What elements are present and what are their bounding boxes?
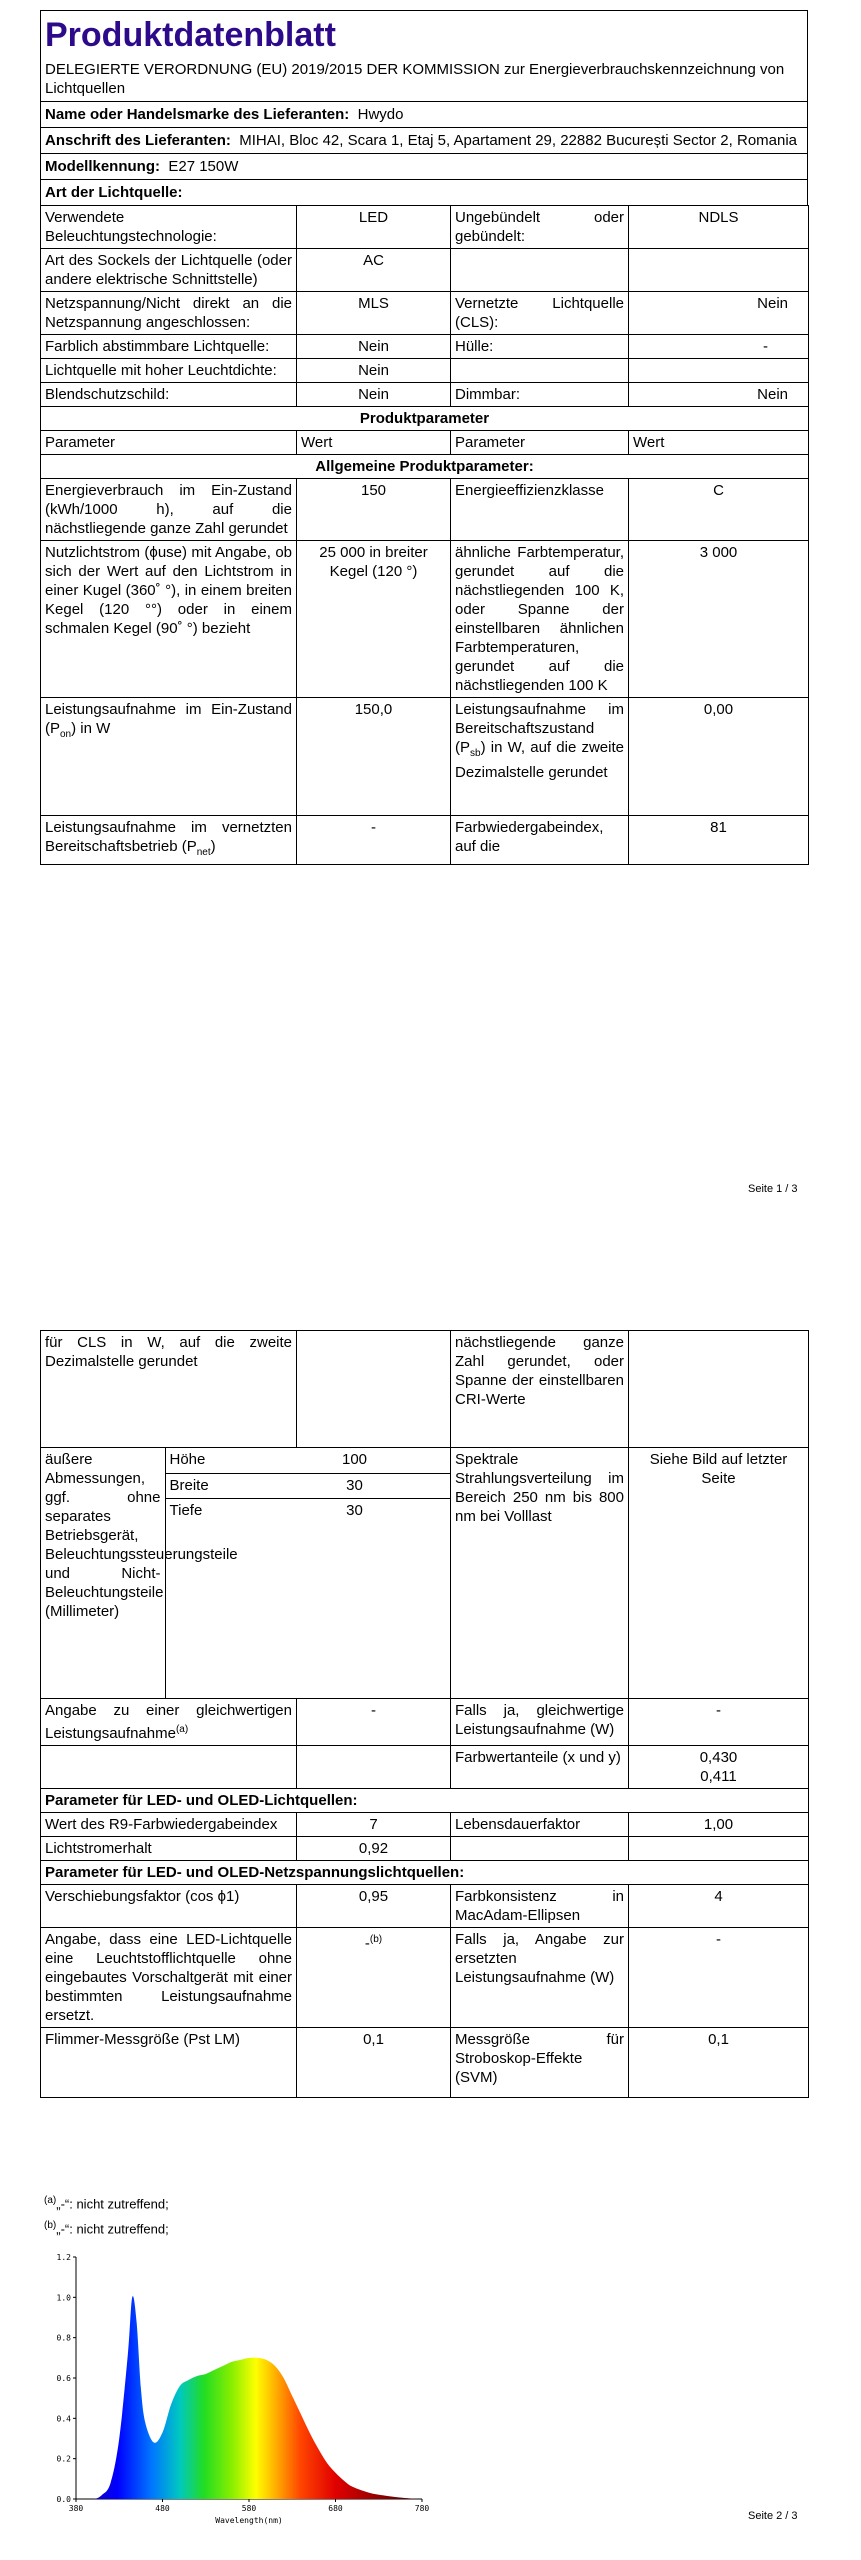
footnote-a: $^{(a)}$„-“: nicht zutreffend;: [44, 2195, 169, 2212]
dim-value: 30: [259, 1473, 450, 1499]
flicker-value: 0,1: [297, 2028, 451, 2098]
y-tick-label: 0.0: [56, 2495, 71, 2504]
life-label: Lebensdauerfaktor: [451, 1813, 629, 1837]
cct-value: 3 000: [629, 541, 809, 698]
psb-label: Leistungsaufnahme im Bereitschaftszustand $(P_{sb})$ in W, auf die zweite Dezimalstelle gerundet: [451, 698, 629, 816]
equiv-value: -: [297, 1699, 451, 1746]
lm-value: 0,92: [297, 1837, 451, 1861]
table-row: [41, 479, 809, 541]
mains-params-header: Parameter für LED- und OLED-Netzspannungslichtquellen:: [41, 1861, 809, 1885]
model-label: Modellkennung:: [45, 158, 160, 175]
supplier-address-row: [40, 127, 808, 153]
psb-value: 0,00: [629, 698, 809, 816]
dimensions-cell: [41, 1448, 451, 1699]
cri-value: 81: [629, 816, 809, 865]
table-row: [41, 206, 809, 249]
dim-name: Höhe: [165, 1448, 259, 1473]
page-1-footer: Seite 1 / 3: [748, 1183, 798, 1195]
spectrum-area: [76, 2296, 422, 2499]
cell-label: Netzspannung/Nicht direkt an die Netzspannung angeschlossen:: [41, 292, 297, 335]
table-row: [41, 1699, 809, 1746]
supplier-name-label: Name oder Handelsmarke des Lieferanten:: [45, 106, 350, 123]
pon-label: Leistungsaufnahme im Ein-Zustand $(P_{on})$ in W: [41, 698, 297, 816]
cri-label-cont: nächstliegende ganze Zahl gerundet, oder Spanne der einstellbaren CRI-Werte: [451, 1331, 629, 1448]
y-tick-label: 1.2: [56, 2253, 71, 2262]
table-row: [41, 541, 809, 698]
eff-class-value: C: [629, 479, 809, 541]
chroma-value: 0,430 0,411: [629, 1746, 809, 1789]
cri-label: Farbwiedergabeindex, auf die: [451, 816, 629, 865]
supplier-name-value: Hwydo: [357, 106, 404, 123]
regulation-text: DELEGIERTE VERORDNUNG (EU) 2019/2015 DER KOMMISSION zur Energieverbrauchskennzeichnung von Lichtquellen: [40, 57, 808, 101]
replace-label: Angabe, dass eine LED-Lichtquelle eine Leuchtstofflichtquelle ohne eingebautes Vorschaltgerät mit einer bestimmten Leistungsaufnahme ersetzt.: [41, 1928, 297, 2028]
pnet-value: -: [297, 816, 451, 865]
x-tick-label: 680: [328, 2504, 343, 2513]
cell-label: Ungebündelt oder gebündelt:: [451, 206, 629, 249]
dim-value: 30: [346, 1502, 363, 1520]
table-row: [41, 698, 809, 816]
cell-label: Lichtquelle mit hoher Leuchtdichte:: [41, 359, 297, 383]
section-header-row: [41, 407, 809, 431]
table-row: [41, 292, 809, 335]
spectrum-chart: [40, 2245, 440, 2535]
table-row: [41, 383, 809, 407]
x-tick-label: 380: [68, 2504, 84, 2513]
y-tick-label: 0.4: [56, 2414, 71, 2424]
col-header-value: Wert: [629, 431, 809, 455]
table-row: [41, 1813, 809, 1837]
pnet-label-cont: für CLS in W, auf die zweite Dezimalstelle gerundet: [41, 1331, 297, 1448]
model-row: [40, 153, 808, 179]
cell-value: Nein: [297, 335, 451, 359]
spd-label: Spektrale Strahlungsverteilung im Bereich 250 nm bis 800 nm bei Volllast: [451, 1448, 629, 1699]
section-header-row: [41, 455, 809, 479]
table-row: [41, 816, 809, 865]
cell-value: Nein: [297, 383, 451, 407]
y-tick-label: 1.0: [56, 2293, 71, 2303]
general-params-header: Allgemeine Produktparameter:: [41, 455, 809, 479]
cell-label: Vernetzte Lichtquelle (CLS):: [451, 292, 629, 335]
cell-value: Nein: [629, 383, 809, 407]
flux-value: 25 000 in breiter Kegel (120 °): [297, 541, 451, 698]
r9-label: Wert des R9-Farbwiedergabeindex: [41, 1813, 297, 1837]
table-row: [41, 1928, 809, 2028]
replace-value: -$^{(b)}$: [297, 1928, 451, 2028]
table-row: [41, 1746, 809, 1789]
x-tick-label: 480: [155, 2504, 170, 2513]
energy-value: 150: [297, 479, 451, 541]
replace2-label: Falls ja, Angabe zur ersetzten Leistungsaufnahme (W): [451, 1928, 629, 2028]
spd-value: Siehe Bild auf letzter Seite: [629, 1448, 809, 1699]
x-tick-label: 780: [414, 2504, 430, 2513]
empty-cell: [629, 1331, 809, 1448]
supplier-address-label: Anschrift des Lieferanten:: [45, 132, 231, 149]
page-1: [40, 10, 808, 865]
macadam-label: Farbkonsistenz in MacAdam-Ellipsen: [451, 1885, 629, 1928]
cell-value: [629, 359, 809, 383]
empty-cell: [41, 1746, 297, 1789]
col-header-param: Parameter: [451, 431, 629, 455]
dimensions-table: [41, 1448, 450, 1698]
cell-label: Farblich abstimmbare Lichtquelle:: [41, 335, 297, 359]
cell-value: MLS: [297, 292, 451, 335]
y-tick-label: 0.2: [56, 2454, 71, 2464]
replace2-value: -: [629, 1928, 809, 2028]
table-row: [41, 2028, 809, 2098]
supplier-address-value: MIHAI, Bloc 42, Scara 1, Etaj 5, Apartament 29, 22882 București Sector 2, Romania: [239, 132, 798, 149]
cell-value: Nein: [629, 292, 809, 335]
r9-value: 7: [297, 1813, 451, 1837]
spec-table-page1: [40, 205, 809, 865]
table-row: [41, 335, 809, 359]
equiv2-value: -: [629, 1699, 809, 1746]
dims-label: äußere Abmessungen, ggf. ohne separates Betriebsgerät, Beleuchtungssteuerungsteile und Nicht-Beleuchtungsteile (Millimeter): [41, 1448, 165, 1698]
cell-value: AC: [297, 249, 451, 292]
spec-table-page2: [40, 1330, 809, 2098]
macadam-value: 4: [629, 1885, 809, 1928]
cell-label: Blendschutzschild:: [41, 383, 297, 407]
footnote-b: $^{(b)}$„-“: nicht zutreffend;: [44, 2220, 169, 2237]
y-tick-label: 0.8: [56, 2333, 71, 2343]
x-tick-label: 580: [241, 2504, 257, 2513]
cell-label: Verwendete Beleuchtungstechnologie:: [41, 206, 297, 249]
chroma-label: Farbwertanteile (x und y): [451, 1746, 629, 1789]
cell-label: [451, 249, 629, 292]
empty-cell: [629, 1837, 809, 1861]
col-header-param: Parameter: [41, 431, 297, 455]
dim-name: Tiefe: [169, 1502, 203, 1520]
cell-label: [451, 359, 629, 383]
section-header-row: [41, 1861, 809, 1885]
strobo-label: Messgröße für Stroboskop-Effekte (SVM): [451, 2028, 629, 2098]
model-value: E27 150W: [168, 158, 239, 175]
cell-value: -: [629, 335, 809, 359]
cell-value: NDLS: [629, 206, 809, 249]
strobo-value: 0,1: [629, 2028, 809, 2098]
supplier-name-row: [40, 101, 808, 127]
cell-value: Nein: [297, 359, 451, 383]
chart-xlabel: Wavelength(nm): [215, 2516, 283, 2525]
empty-cell: [297, 1331, 451, 1448]
equiv2-label: Falls ja, gleichwertige Leistungsaufnahme (W): [451, 1699, 629, 1746]
footnotes: [44, 2190, 169, 2241]
y-tick-label: 0.6: [56, 2374, 71, 2383]
energy-label: Energieverbrauch im Ein-Zustand (kWh/1000 h), auf die nächstliegende ganze Zahl gerundet: [41, 479, 297, 541]
cell-label: Hülle:: [451, 335, 629, 359]
led-params-header: Parameter für LED- und OLED-Lichtquellen:: [41, 1789, 809, 1813]
dim-value: 100: [259, 1448, 450, 1473]
product-params-header: Produktparameter: [41, 407, 809, 431]
cell-label: Dimmbar:: [451, 383, 629, 407]
flux-label: Nutzlichtstrom (ϕuse) mit Angabe, ob sich der Wert auf den Lichtstrom in einer Kugel (360˚ °), in einem breiten Kegel (120 °°) oder in einem schmalen Kegel (90˚ °) bezieht: [41, 541, 297, 698]
table-row: [41, 359, 809, 383]
table-row: [41, 1837, 809, 1861]
page-2-footer: Seite 2 / 3: [748, 2510, 798, 2522]
table-row: [41, 1885, 809, 1928]
shift-value: 0,95: [297, 1885, 451, 1928]
eff-class-label: Energieeffizienzklasse: [451, 479, 629, 541]
flicker-label: Flimmer-Messgröße (Pst LM): [41, 2028, 297, 2098]
pnet-label: Leistungsaufnahme im vernetzten Bereitschaftsbetrieb $(P_{net})$: [41, 816, 297, 865]
equiv-label: Angabe zu einer gleichwertigen Leistungsaufnahme$^{(a)}$: [41, 1699, 297, 1746]
dim-name: Breite: [165, 1473, 259, 1499]
light-source-type-label: Art der Lichtquelle:: [40, 179, 808, 205]
table-row: [41, 249, 809, 292]
lm-label: Lichtstromerhalt: [41, 1837, 297, 1861]
section-header-row: [41, 1789, 809, 1813]
column-header-row: [41, 431, 809, 455]
pon-value: 150,0: [297, 698, 451, 816]
page-2: [40, 1330, 808, 2098]
cell-label: Art des Sockels der Lichtquelle (oder andere elektrische Schnittstelle): [41, 249, 297, 292]
col-header-value: Wert: [297, 431, 451, 455]
cct-label: ähnliche Farbtemperatur, gerundet auf die nächstliegenden 100 K, oder Spanne der einstellbaren ähnlichen Farbtemperaturen, gerundet auf die nächstliegenden 100 K: [451, 541, 629, 698]
empty-cell: [297, 1746, 451, 1789]
life-value: 1,00: [629, 1813, 809, 1837]
cell-value: [629, 249, 809, 292]
cell-value: LED: [297, 206, 451, 249]
empty-cell: [451, 1837, 629, 1861]
table-row: [41, 1448, 809, 1699]
table-row: [41, 1331, 809, 1448]
shift-label: Verschiebungsfaktor (cos ϕ1): [41, 1885, 297, 1928]
page-title: Produktdatenblatt: [40, 10, 808, 57]
